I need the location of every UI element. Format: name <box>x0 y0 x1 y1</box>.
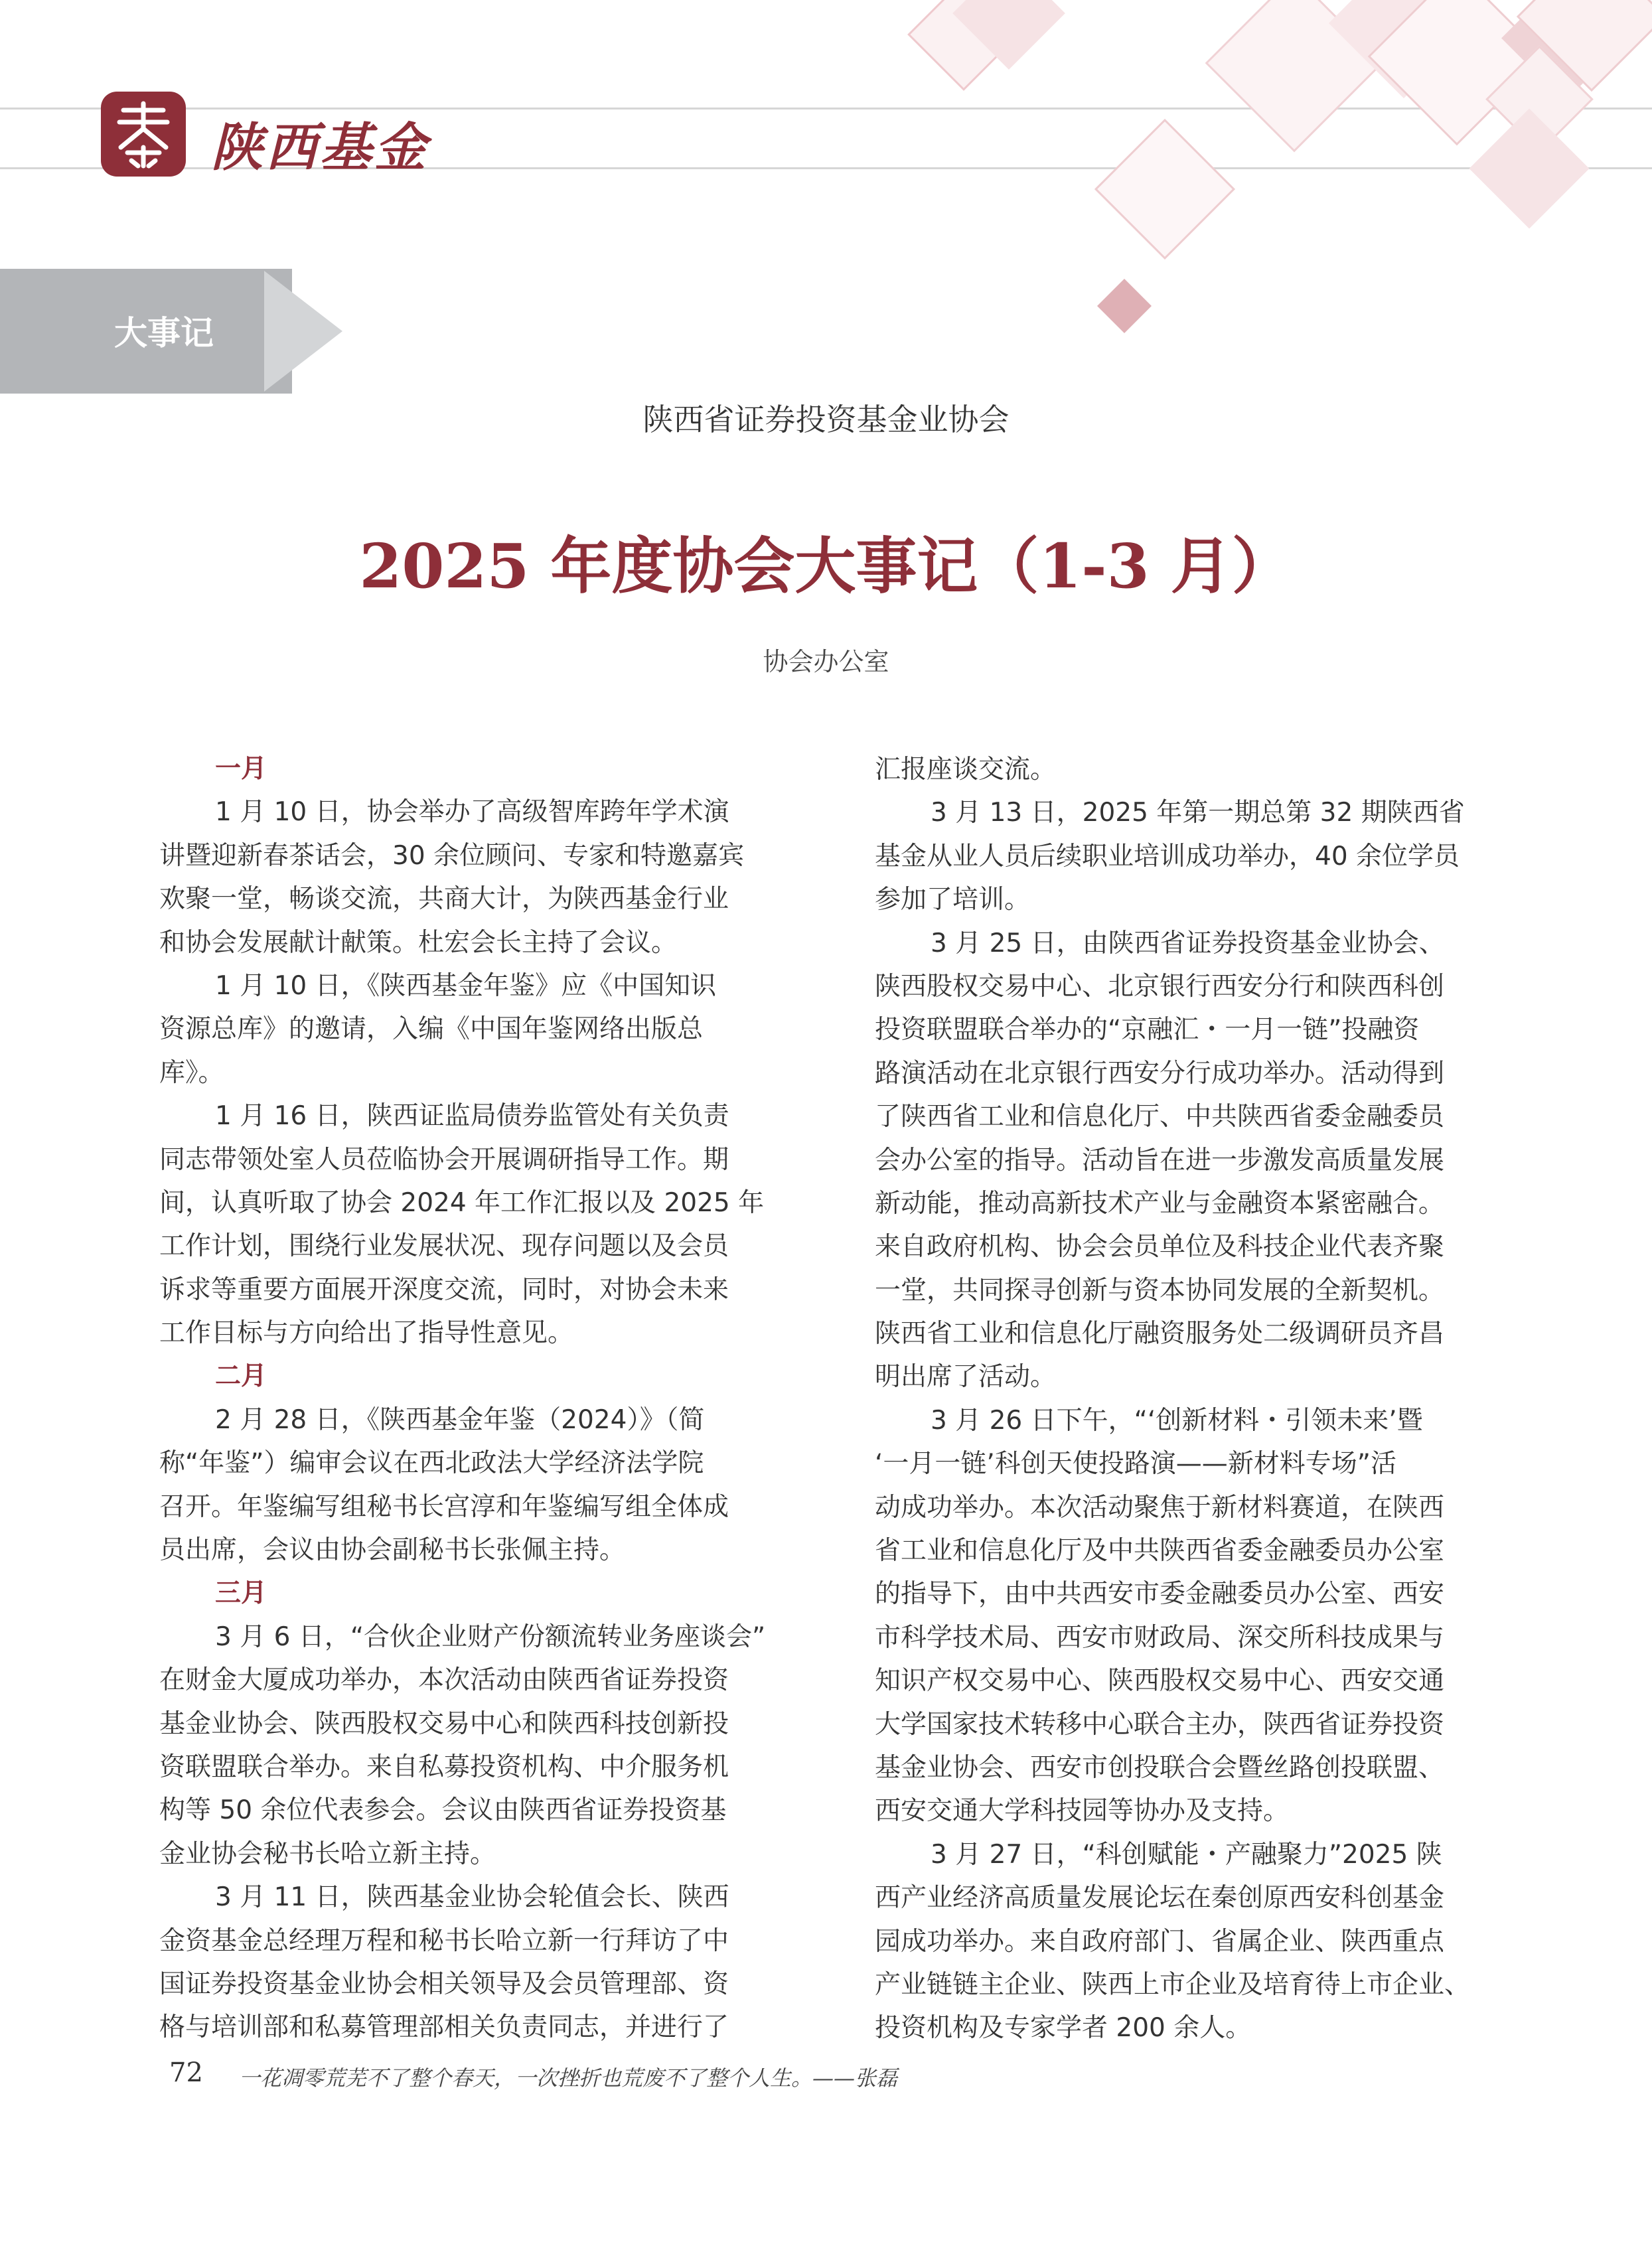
logo-seal <box>101 92 186 177</box>
text-line: 路演活动在北京银行西安分行成功举办。活动得到 <box>875 1058 1445 1088</box>
text-line: 陕西股权交易中心、北京银行西安分行和陕西科创 <box>875 971 1445 1002</box>
text-line: 的指导下，由中共西安市委金融委员办公室、西安 <box>875 1579 1445 1609</box>
magazine-title: 陕西基金 <box>211 117 429 178</box>
left-column <box>159 747 781 2050</box>
text-line: 构等 50 余位代表参会。会议由陕西省证券投资基 <box>159 1795 727 1826</box>
text-line: 市科学技术局、西安市财政局、深交所科技成果与 <box>875 1622 1445 1653</box>
text-line: 欢聚一堂，畅谈交流，共商大计，为陕西基金行业 <box>159 884 729 915</box>
text-line: 3 月 25 日，由陕西省证券投资基金业协会、 <box>931 928 1445 958</box>
text-line: 3 月 11 日，陕西基金业协会轮值会长、陕西 <box>215 1882 729 1913</box>
text-line: 2 月 28 日，《陕西基金年鉴（2024）》（简 <box>215 1404 705 1435</box>
text-line: 西产业经济高质量发展论坛在秦创原西安科创基金 <box>875 1883 1445 1913</box>
text-line: 投资联盟联合举办的“京融汇・一月一链”投融资 <box>875 1015 1420 1045</box>
text-line: 一堂，共同探寻创新与资本协同发展的全新契机。 <box>875 1275 1445 1306</box>
text-line: 间，认真听取了协会 2024 年工作汇报以及 2025 年 <box>159 1187 765 1218</box>
footer-quote: 一花凋零荒芜不了整个春天，一次挫折也荒废不了整个人生。——张磊 <box>239 2065 898 2091</box>
text-line: 3 月 26 日下午，“‘创新材料・引领未来’暨 <box>931 1405 1423 1436</box>
text-line: 召开。年鉴编写组秘书长宫淳和年鉴编写组全体成 <box>159 1491 729 1522</box>
text-line: 诉求等重要方面展开深度交流，同时，对协会未来 <box>159 1274 729 1305</box>
text-line: 基金业协会、陕西股权交易中心和陕西科技创新投 <box>159 1708 729 1739</box>
article-author: 协会办公室 <box>763 647 889 676</box>
text-line: 工作目标与方向给出了指导性意见。 <box>159 1318 574 1349</box>
text-line: 西安交通大学科技园等协办及支持。 <box>875 1796 1290 1827</box>
text-line: 省工业和信息化厅及中共陕西省委金融委员办公室 <box>875 1536 1445 1566</box>
month-heading: 一月 <box>215 754 267 784</box>
text-line: 基金从业人员后续职业培训成功举办，40 余位学员 <box>875 841 1460 871</box>
text-line: 园成功举办。来自政府部门、省属企业、陕西重点 <box>875 1926 1445 1957</box>
text-line: 工作计划，围绕行业发展状况、现存问题以及会员 <box>159 1231 729 1262</box>
text-line: 基金业协会、西安市创投联合会暨丝路创投联盟、 <box>875 1752 1445 1783</box>
text-line: 和协会发展献计献策。杜宏会长主持了会议。 <box>159 927 678 958</box>
text-line: 3 月 6 日，“合伙企业财产份额流转业务座谈会” <box>215 1621 766 1652</box>
text-line: 称“年鉴”）编审会议在西北政法大学经济法学院 <box>159 1448 704 1479</box>
text-line: 金业协会秘书长哈立新主持。 <box>159 1838 496 1869</box>
text-line: 资源总库》的邀请，入编《中国年鉴网络出版总 <box>159 1014 704 1045</box>
organization-name: 陕西省证券投资基金业协会 <box>642 402 1010 437</box>
text-line: 国证券投资基金业协会相关领导及会员管理部、资 <box>159 1969 729 1999</box>
text-line: 3 月 27 日，“科创赋能・产融聚力”2025 陕 <box>931 1839 1442 1870</box>
text-line: 同志带领处室人员莅临协会开展调研指导工作。期 <box>159 1144 729 1175</box>
text-line: 大学国家技术转移中心联合主办，陕西省证券投资 <box>875 1709 1445 1740</box>
text-line: 员出席，会议由协会副秘书长张佩主持。 <box>159 1535 626 1566</box>
text-line: 会办公室的指导。活动旨在进一步激发高质量发展 <box>875 1145 1445 1175</box>
section-tab-arrow <box>264 271 342 392</box>
text-line: 投资机构及专家学者 200 余人。 <box>875 2013 1252 2044</box>
text-line: 产业链链主企业、陕西上市企业及培育待上市企业、 <box>875 1969 1471 2000</box>
text-line: 1 月 10 日，《陕西基金年鉴》应《中国知识 <box>215 970 717 1001</box>
text-line: 讲暨迎新春茶话会，30 余位顾问、专家和特邀嘉宾 <box>159 840 745 871</box>
text-line: ‘一月一链’科创天使投路演——新材料专场”活 <box>875 1449 1396 1479</box>
text-line: 了陕西省工业和信息化厅、中共陕西省委金融委员 <box>875 1102 1445 1132</box>
text-line: 1 月 16 日，陕西证监局债券监管处有关负责 <box>215 1101 729 1132</box>
text-line: 参加了培训。 <box>875 885 1031 915</box>
month-heading: 二月 <box>215 1361 267 1392</box>
text-line: 知识产权交易中心、陕西股权交易中心、西安交通 <box>875 1666 1445 1696</box>
article-title: 2025 年度协会大事记（1-3 月） <box>359 530 1293 602</box>
text-line: 汇报座谈交流。 <box>875 755 1057 785</box>
text-line: 1 月 10 日，协会举办了高级智库跨年学术演 <box>215 797 729 828</box>
text-line: 新动能，推动高新技术产业与金融资本紧密融合。 <box>875 1188 1445 1219</box>
text-line: 动成功举办。本次活动聚焦于新材料赛道，在陕西 <box>875 1492 1445 1523</box>
text-line: 金资基金总经理万程和秘书长哈立新一行拜访了中 <box>159 1925 729 1956</box>
seal-glyph-icon <box>101 92 186 177</box>
month-heading: 三月 <box>215 1578 267 1609</box>
text-line: 库》。 <box>159 1057 224 1088</box>
text-line: 在财金大厦成功举办，本次活动由陕西省证券投资 <box>159 1665 729 1696</box>
text-line: 来自政府机构、协会会员单位及科技企业代表齐聚 <box>875 1232 1445 1262</box>
text-line: 格与培训部和私募管理部相关负责同志，并进行了 <box>159 2012 729 2043</box>
right-column <box>875 748 1496 2050</box>
text-line: 明出席了活动。 <box>875 1362 1057 1392</box>
section-tab-label: 大事记 <box>114 313 214 352</box>
text-line: 资联盟联合举办。来自私募投资机构、中介服务机 <box>159 1752 729 1782</box>
text-line: 3 月 13 日，2025 年第一期总第 32 期陕西省 <box>931 798 1465 828</box>
page-number: 72 <box>169 2057 203 2088</box>
text-line: 陕西省工业和信息化厅融资服务处二级调研员齐昌 <box>875 1319 1445 1349</box>
